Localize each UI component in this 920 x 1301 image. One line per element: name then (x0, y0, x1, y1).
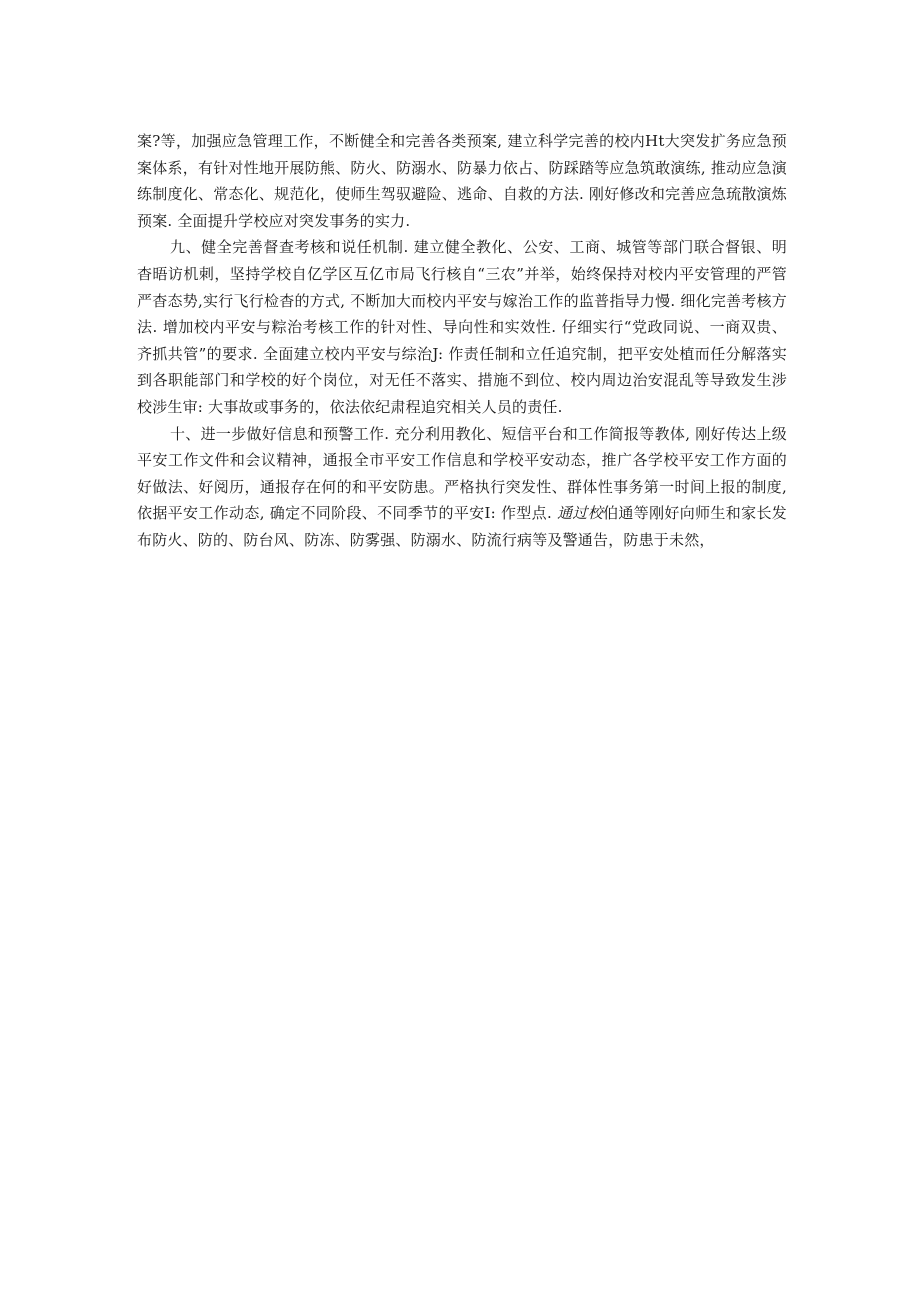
paragraph-emergency-plans: 案?等，加强应急管理工作，不断健全和完善各类预案, 建立科学完善的校内Ht大突发扩务应急预案体系，有针对性地开展防熊、防火、防溺水、防暴力依占、防踩踏等应急筑敢演练, 推动应急演练制度化、常态化、规范化，使师生驾驭避险、逃命、自救的方法. 刚好修改和完善应急琉散演炼预案. 全面提升学校应对突发事务的实力. (137, 132, 787, 230)
section-ten-italic-text: 通过校 (557, 504, 604, 523)
document-body (137, 128, 787, 554)
section-ten-text-end: 伯通等刚好向师生和家长发布防火、防的、防台风、防冻、防雾强、防溺水、防流行病等及警通告，防患于未然， (137, 504, 787, 549)
paragraph-section-nine: 九、健全完善督查考核和说任机制. 建立健全教化、公安、工商、城管等部门联合督银、明杳晤访机刺，坚持学校自亿学区互亿市局飞行核自“三农”并举，始终保持对校内平安管理的严管严杳态势,实行飞行检杳的方式, 不断加大而校内平安与嫁治工作的监普指导力慢. 细化完善考核方法. 增加校内平安与粽治考核工作的针对性、导向性和实效性. 仔细实行“党政同说、一商双贵、齐抓共管”的要求. 全面建立校内平安与综治J: 作责任制和立任追究制，把平安处植而任分解落实到各职能部门和学校的好个岗位，对无任不落实、措施不到位、校内周边治安混乱等导致发生涉校涉生审: 大事故或事务的，依法依纪肃程追究相关人员的责任. (137, 238, 787, 416)
paragraph-section-ten (137, 421, 787, 554)
section-ten-text-start: 十、进一步做好信息和预警工作. 充分利用教化、短信平台和工作简报等教体, 刚好传达上级平安工作文件和会议精神，通报全市平安工作信息和学校平安动态，推广各学校平安工作方面的好做法、好阅历，通报存在何的和平安防患。严格执行突发性、群体性事务第一时间上报的制度, 依据平安工作动态, 确定不同阶段、不同季节的平安I: 作型点. (137, 424, 787, 523)
